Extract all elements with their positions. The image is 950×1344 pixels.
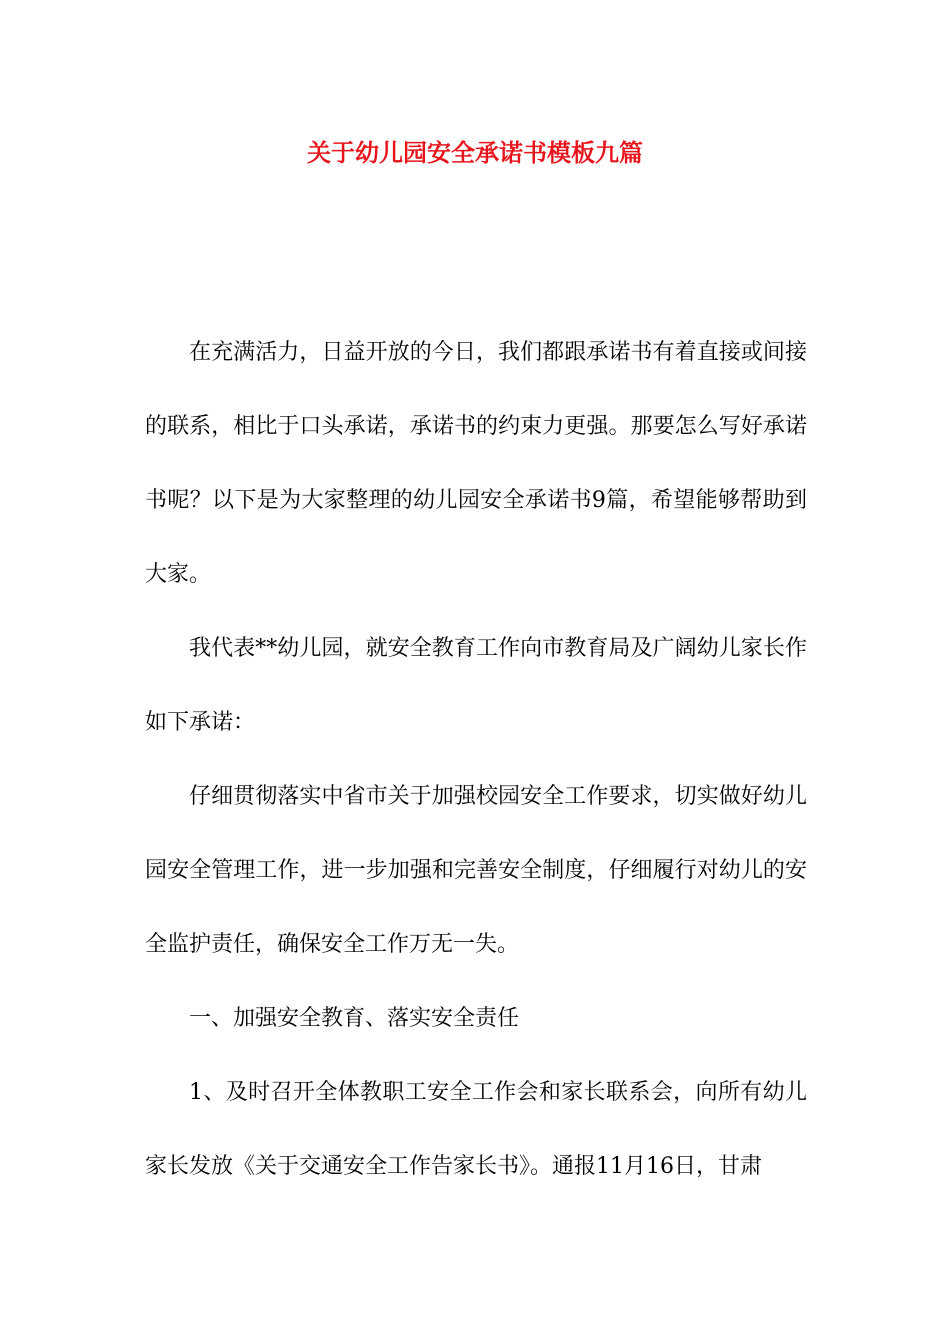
document-body <box>145 316 807 1204</box>
section-heading-one: 一、加强安全教育、落实安全责任 <box>189 1006 520 1031</box>
paragraph-pledge-opening: 我代表**幼儿园，就安全教育工作向市教育局及广阔幼儿家长作如下承诺： <box>145 636 807 735</box>
paragraph-intro: 在充满活力，日益开放的今日，我们都跟承诺书有着直接或间接的联系，相比于口头承诺，承诺书的约束力更强。那要怎么写好承诺书呢？以下是为大家整理的幼儿园安全承诺书9篇，希望能够帮助到大家。 <box>145 340 807 587</box>
paragraph-pledge-commitment: 仔细贯彻落实中省市关于加强校园安全工作要求，切实做好幼儿园安全管理工作，进一步加强和完善安全制度，仔细履行对幼儿的安全监护责任，确保安全工作万无一失。 <box>145 784 807 957</box>
paragraph-item-one: 1、及时召开全体教职工安全工作会和家长联系会，向所有幼儿家长发放《关于交通安全工作告家长书》。通报11月16日，甘肃 <box>145 1080 807 1179</box>
document-title: 关于幼儿园安全承诺书模板九篇 <box>307 138 643 167</box>
